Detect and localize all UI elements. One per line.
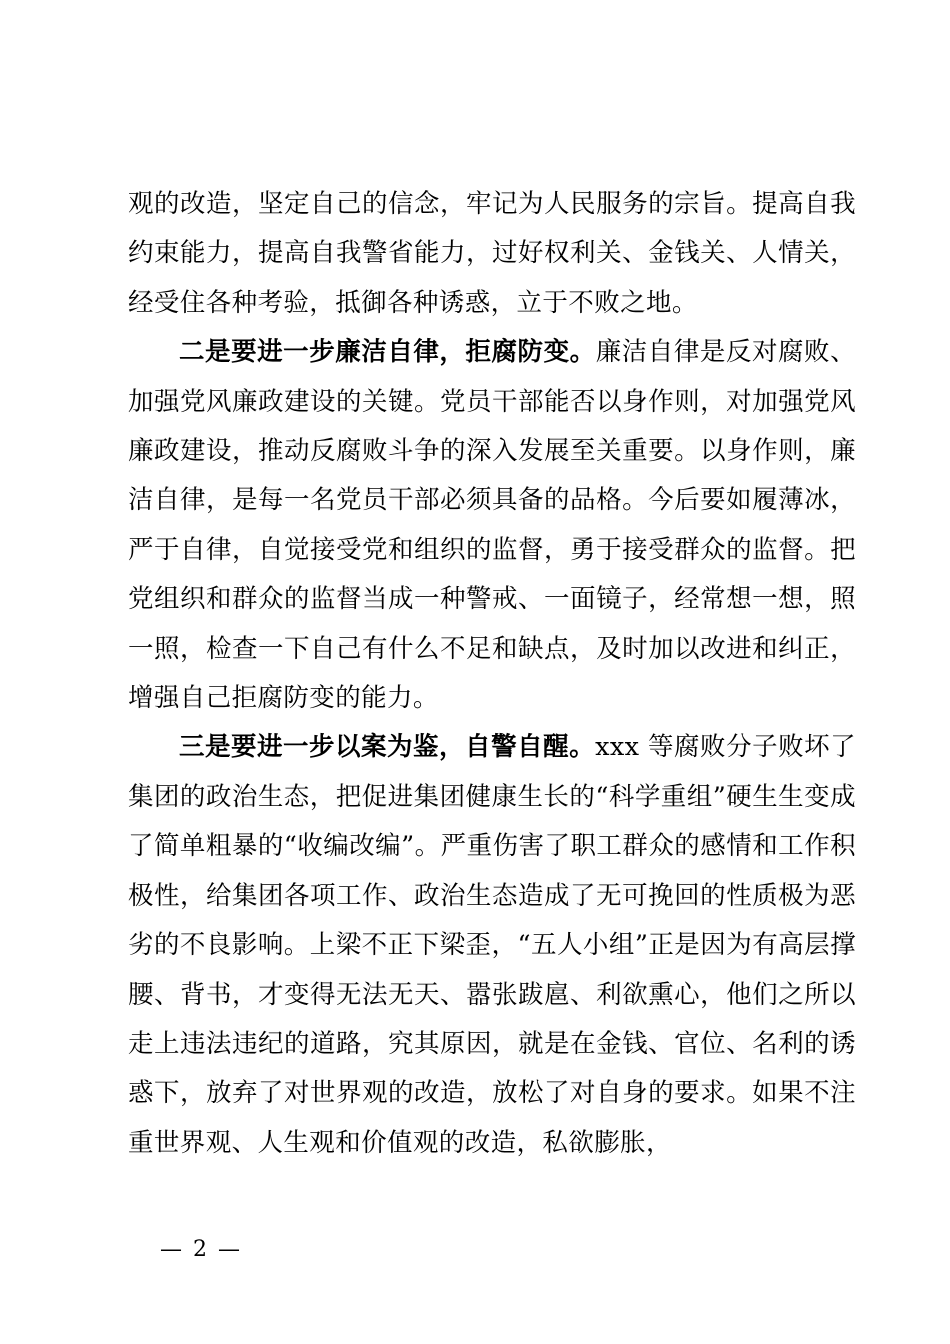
paragraph-point-two: [128, 328, 856, 723]
page-number: — 2 —: [160, 1237, 242, 1262]
paragraph-text: 观的改造，坚定自己的信念，牢记为人民服务的宗旨。提高自我约束能力，提高自我警省能力，过好权利关、金钱关、人情关，经受住各种考验，抵御各种诱惑，立于不败之地。: [128, 189, 856, 318]
paragraph-heading: 三是要进一步以案为鉴，自警自醒。: [179, 732, 596, 763]
paragraph-text: xxx 等腐败分子败坏了集团的政治生态，把促进集团健康生长的“科学重组”硬生生变成了简单粗暴的“收编改编”。严重伤害了职工群众的感情和工作积极性，给集团各项工作、政治生态造成了无可挽回的性质极为恶劣的不良影响。上梁不正下梁歪，“五人小组”正是因为有高层撑腰、背书，才变得无法无天、嚣张跋扈、利欲熏心，他们之所以走上违法违纪的道路，究其原因，就是在金钱、官位、名利的诱惑下，放弃了对世界观的改造，放松了对自身的要求。如果不注重世界观、人生观和价值观的改造，私欲膨胀，: [128, 732, 856, 1158]
paragraph-continuation: [128, 180, 856, 328]
paragraph-text: 廉洁自律是反对腐败、加强党风廉政建设的关键。党员干部能否以身作则，对加强党风廉政建设，推动反腐败斗争的深入发展至关重要。以身作则，廉洁自律，是每一名党员干部必须具备的品格。今后要如履薄冰，严于自律，自觉接受党和组织的监督，勇于接受群众的监督。把党组织和群众的监督当成一种警戒、一面镜子，经常想一想，照一照，检查一下自己有什么不足和缺点，及时加以改进和纠正，增强自己拒腐防变的能力。: [128, 337, 856, 714]
paragraph-heading: 二是要进一步廉洁自律，拒腐防变。: [179, 337, 596, 368]
paragraph-point-three: [128, 723, 856, 1168]
document-body: [128, 180, 856, 1168]
